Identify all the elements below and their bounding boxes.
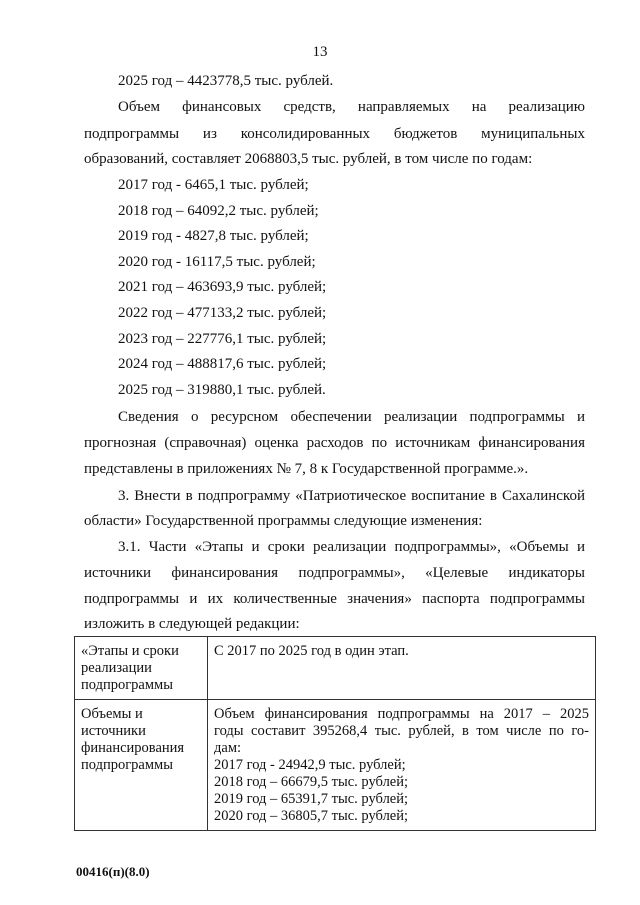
text-line: образований, составляет 2068803,5 тыс. рублей, в том числе по годам: [84,151,533,167]
year-line-2023: 2023 год – 227776,1 тыс. рублей; [118,331,327,347]
table-cell-value [208,637,596,700]
text-line: Объем финансовых средств, направляемых на реализацию [118,99,585,115]
text-line: представлены в приложениях № 7, 8 к Государственной программе.». [84,461,529,477]
year-line-2020: 2020 год - 16117,5 тыс. рублей; [118,254,316,270]
cell-line: подпрограммы [81,757,173,773]
text-line: 2025 год – 4423778,5 тыс. рублей. [118,73,334,89]
text-line: изложить в следующей редакции: [84,616,300,632]
cell-line: Объемы и [81,706,143,722]
cell-line: 2018 год – 66679,5 тыс. рублей; [214,774,409,790]
year-line-2017: 2017 год - 6465,1 тыс. рублей; [118,177,309,193]
cell-line: источники [81,723,146,739]
cell-line: финансирования [81,740,185,756]
page-number: 13 [312,44,328,60]
year-line-2021: 2021 год – 463693,9 тыс. рублей; [118,279,327,295]
text-line: прогнозная (справочная) оценка расходов по источникам финансирования [84,435,585,451]
table-row [75,700,596,831]
cell-line: С 2017 по 2025 год в один этап. [214,643,409,659]
table-cell-value [208,700,596,831]
cell-line: подпрограммы [81,677,173,693]
cell-line: 2020 год – 36805,7 тыс. рублей; [214,808,409,824]
cell-line: годы составит 395268,4 тыс. рублей, в том числе по го- [214,723,589,739]
table-row [75,637,596,700]
cell-line: 2019 год – 65391,7 тыс. рублей; [214,791,409,807]
document-code: 00416(п)(8.0) [76,864,150,879]
year-line-2025: 2025 год – 319880,1 тыс. рублей. [118,382,326,398]
text-line: подпрограммы из консолидированных бюджетов муниципальных [84,126,585,142]
year-line-2018: 2018 год – 64092,2 тыс. рублей; [118,203,319,219]
text-line: области» Государственной программы следующие изменения: [84,513,483,529]
cell-line: «Этапы и сроки [81,643,179,659]
table-cell-label [75,637,208,700]
cell-line: дам: [214,740,242,756]
year-line-2019: 2019 год - 4827,8 тыс. рублей; [118,228,309,244]
cell-line: Объем финансирования подпрограммы на 2017 – 2025 [214,706,589,722]
year-line-2022: 2022 год – 477133,2 тыс. рублей; [118,305,327,321]
text-line: 3.1. Части «Этапы и сроки реализации подпрограммы», «Объемы и [118,539,585,555]
year-line-2024: 2024 год – 488817,6 тыс. рублей; [118,356,327,372]
text-line: подпрограммы и их количественные значения» паспорта подпрограммы [84,591,585,607]
text-line: 3. Внести в подпрограмму «Патриотическое воспитание в Сахалинской [118,488,585,504]
text-line: источники финансирования подпрограммы», «Целевые индикаторы [84,565,585,581]
passport-table [74,636,596,831]
table-cell-label [75,700,208,831]
text-line: Сведения о ресурсном обеспечении реализации подпрограммы и [118,409,585,425]
cell-line: реализации [81,660,152,676]
cell-line: 2017 год - 24942,9 тыс. рублей; [214,757,406,773]
